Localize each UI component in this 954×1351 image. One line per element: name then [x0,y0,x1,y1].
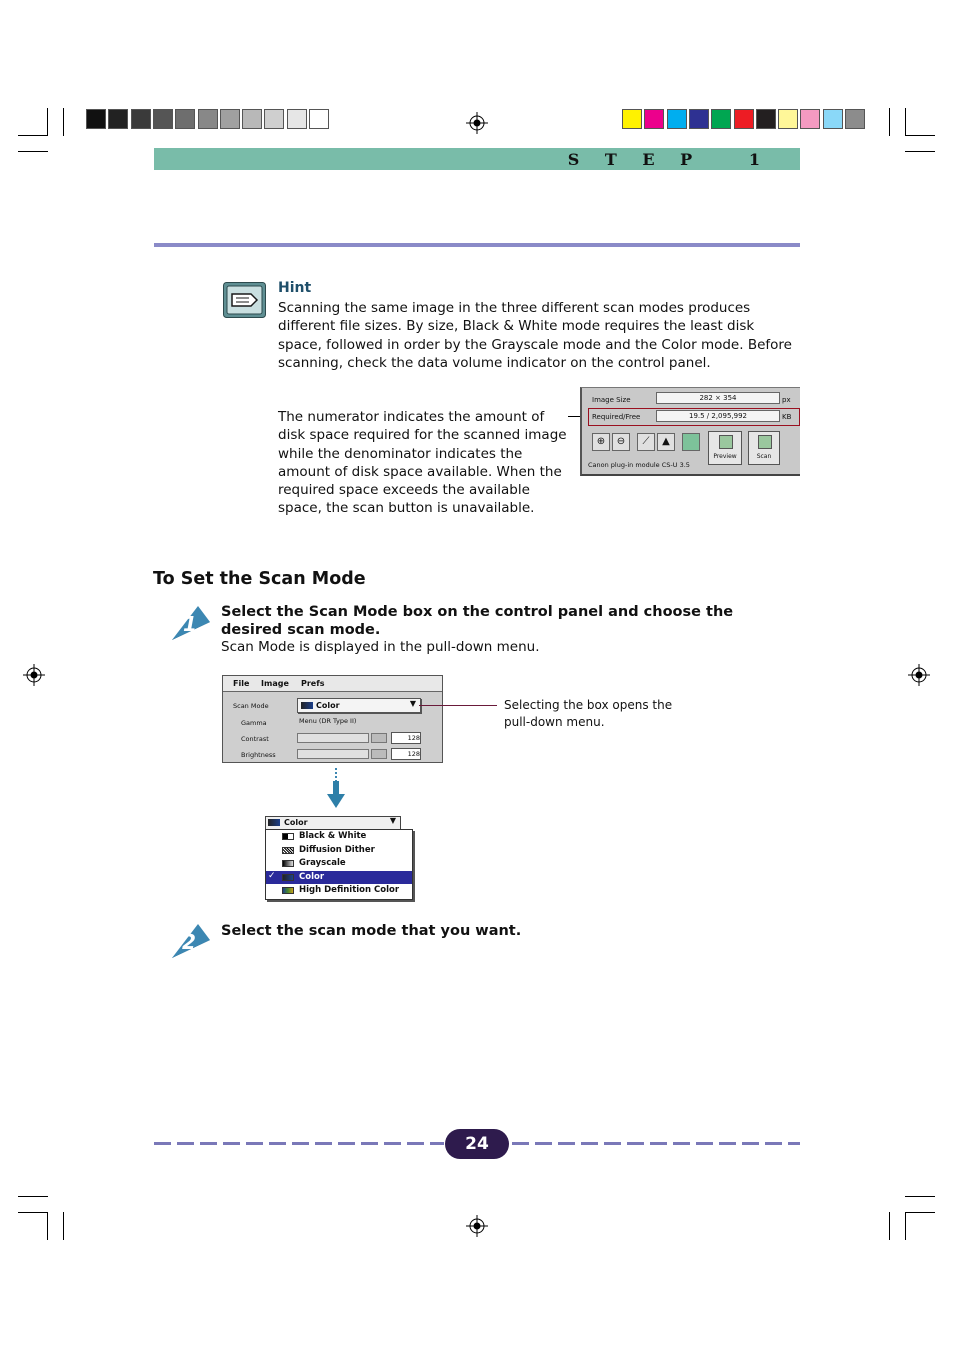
contrast-slider [297,733,369,743]
dotted-connector [335,768,339,782]
preview-label: Preview [713,453,737,460]
dropdown-option[interactable] [266,884,412,898]
color-swatch [131,109,151,129]
disk-space-note: The numerator indicates the amount of disk space required for the scanned image while the denominator indicates the amount of disk space available. When the required space exceeds the available space, the scan button is unavailable. [278,409,567,517]
dropdown-list [265,829,413,900]
callout-text: Selecting the box opens the pull-down menu. [504,698,673,729]
scan-mode-value: Color [316,701,340,710]
step-header-band [154,148,800,170]
registration-mark-icon [466,1215,488,1237]
gamma-value: Menu (DR Type II) [299,717,357,725]
gamma-label: Gamma [241,719,267,727]
contrast-value: 128 [391,732,421,744]
menu-prefs: Prefs [301,679,325,688]
color-swatch [220,109,240,129]
step-2-number: 2 [182,930,196,954]
step-2-text: Select the scan mode that you want. [221,923,522,939]
color-swatch [86,109,106,129]
color-swatch [198,109,218,129]
color-swatch-icon [301,702,313,709]
chevron-down-icon: ▼ [389,816,396,825]
color-swatch [823,109,843,129]
step-1-number: 1 [183,612,197,636]
scan-mode-dropdown-screenshot [265,816,413,900]
scan-mode-select [297,698,421,713]
registration-mark-icon [908,664,930,686]
image-size-unit: px [782,396,791,404]
color-swatch [264,109,284,129]
dropdown-option[interactable] [266,844,412,858]
color-swatch [756,109,776,129]
scan-mode-label: Scan Mode [233,702,269,710]
histogram-icon: ▲ [657,433,675,451]
dropdown-option-label: Grayscale [299,858,346,869]
step-label: S T E P 1 [567,150,770,169]
mode-swatch-icon [282,833,294,840]
pencil-note-icon [223,282,266,318]
section-title: To Set the Scan Mode [153,569,366,589]
dropdown-option[interactable] [266,857,412,871]
menu-bar [223,676,442,692]
required-free-value: 19.5 / 2,095,992 [656,410,780,422]
mode-swatch-icon [282,860,294,867]
page-number-badge [445,1129,509,1159]
brightness-slider [297,749,369,759]
footer-dashes-left [154,1142,444,1145]
color-swatch [153,109,173,129]
step-2-arrow-icon [170,920,216,960]
zoom-out-icon: ⊖ [612,433,630,451]
checkmark-icon: ✓ [268,870,276,881]
color-swatch [711,109,731,129]
required-free-label: Required/Free [592,413,641,421]
hint-title: Hint [278,280,312,296]
registration-mark-icon [466,112,488,134]
dropdown-option-label: Black & White [299,831,367,841]
footer-dashes-right [512,1142,800,1145]
color-swatch [667,109,687,129]
step-1-arrow-icon [170,602,216,642]
color-swatch [644,109,664,129]
image-size-value: 282 × 354 [656,392,780,404]
color-swatch [175,109,195,129]
preview-button [708,431,742,465]
step-1-text: Select the Scan Mode box on the control panel and choose the desired scan mode. [221,604,734,638]
contrast-stepper [371,733,387,743]
color-swatch [287,109,307,129]
color-swatch [778,109,798,129]
menu-image: Image [261,679,289,688]
brightness-value: 128 [391,748,421,760]
color-settings-icon [682,433,700,451]
required-free-unit: KB [782,413,792,421]
mode-swatch-icon [282,887,294,894]
registration-mark-icon [23,664,45,686]
scan-label: Scan [756,453,772,460]
dropdown-option[interactable] [266,871,412,885]
contrast-label: Contrast [241,735,269,743]
color-swatch [242,109,262,129]
dropdown-option-label: Color [299,871,325,882]
color-swatch-icon [268,819,280,826]
page-number: 24 [465,1134,489,1154]
dropdown-option[interactable] [266,830,412,844]
callout-line [419,705,497,706]
dropdown-header [265,816,401,830]
mode-swatch-icon [282,847,294,854]
hint-body: Scanning the same image in the three different scan modes produces different file sizes. By size, Black & White mode requires the least disk space, followed in order by the Grayscale mode and the Color mode. Before scanning, check the data volume indicator on the control panel. [278,300,792,371]
menu-file: File [233,679,250,688]
curve-icon: ⟋ [637,433,655,451]
color-swatch [800,109,820,129]
dropdown-option-label: Diffusion Dither [299,844,375,855]
color-swatch [309,109,329,129]
brightness-label: Brightness [241,751,276,759]
image-size-label: Image Size [592,396,631,404]
color-swatch [689,109,709,129]
header-rule [154,243,800,247]
color-swatch [734,109,754,129]
color-swatch [845,109,865,129]
plugin-footer: Canon plug-in module CS-U 3.5 [588,461,690,469]
scan-button [748,431,780,465]
color-swatch [622,109,642,129]
zoom-in-icon: ⊕ [592,433,610,451]
control-panel-screenshot [580,387,800,476]
chevron-down-icon: ▼ [409,699,416,708]
color-swatch [108,109,128,129]
arrow-down-icon [326,781,346,809]
dropdown-option-label: High Definition Color [299,885,400,896]
dropdown-selected: Color [284,818,308,827]
step-1-subtext: Scan Mode is displayed in the pull-down menu. [221,639,540,655]
scan-mode-panel-screenshot [222,675,443,763]
mode-swatch-icon [282,874,294,881]
brightness-stepper [371,749,387,759]
